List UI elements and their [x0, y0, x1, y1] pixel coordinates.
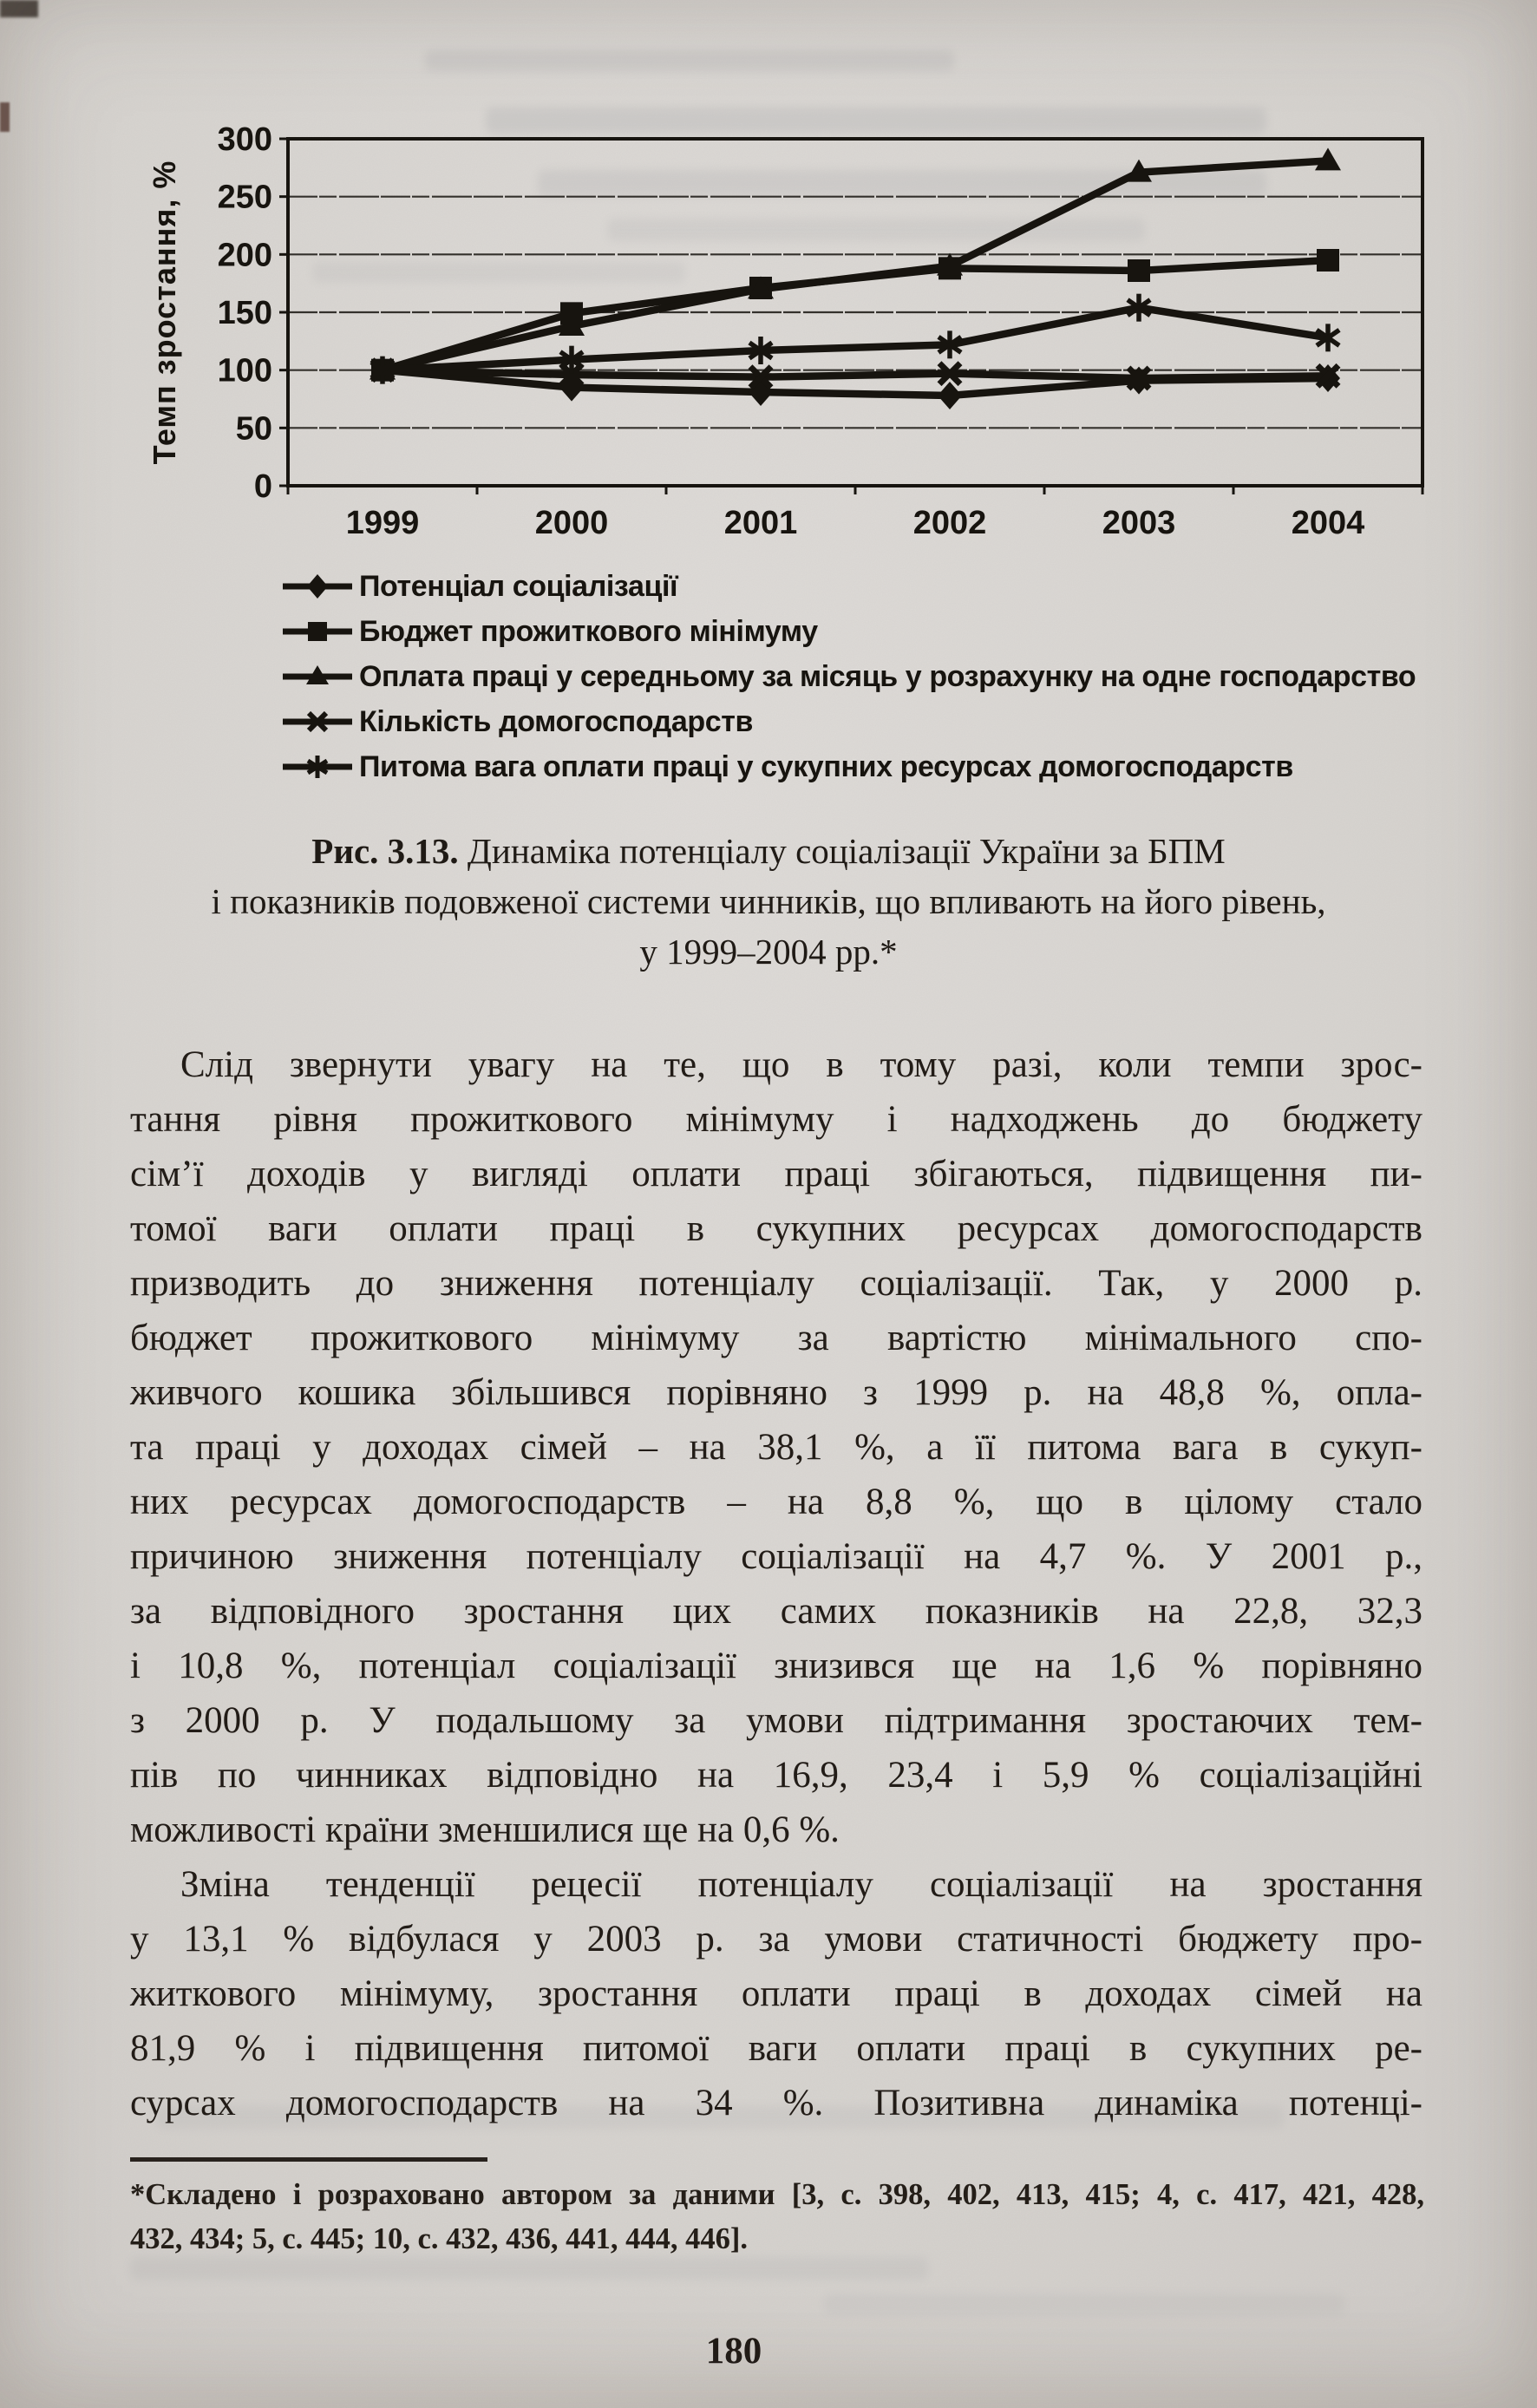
body-line: причиною зниження потенціалу соціалізації на 4,7 %. У 2001 р.,	[130, 1536, 1423, 1577]
legend-item	[279, 699, 1476, 744]
legend-item	[279, 654, 1476, 699]
body-line: сім’ї доходів у вигляді оплати праці збігаються, підвищення пи-	[130, 1154, 1423, 1194]
square-marker-icon	[279, 616, 356, 647]
asterisk-marker-icon	[279, 751, 356, 782]
svg-text:2003: 2003	[1102, 505, 1176, 541]
page-number: 180	[705, 2331, 762, 2372]
body-line: призводить до зниження потенціалу соціалізації. Так, у 2000 р.	[130, 1263, 1423, 1304]
body-line: житкового мінімуму, зростання оплати праці в доходах сімей на	[130, 1973, 1423, 2014]
caption-line-2: і показників подовженої системи чинників, що впливають на його рівень,	[211, 881, 1326, 921]
body-line: Зміна тенденції рецесії потенціалу соціалізації на зростання	[180, 1864, 1423, 1905]
bleed-through-artifact	[824, 2293, 1344, 2314]
body-line: бюджет прожиткового мінімуму за вартістю мінімального спо-	[130, 1318, 1423, 1358]
scan-edge-artifact	[0, 102, 10, 132]
caption-line-3: у 1999–2004 рр.*	[639, 932, 898, 972]
scan-edge-artifact	[0, 0, 38, 17]
paragraph	[130, 1857, 1423, 2130]
body-line: сурсах домогосподарств на 34 %. Позитивна динаміка потенці-	[130, 2083, 1423, 2123]
footnote-separator	[130, 2157, 487, 2162]
legend-item	[279, 744, 1476, 789]
body-line: пів по чинниках відповідно на 16,9, 23,4 і 5,9 % соціалізаційні	[130, 1755, 1423, 1796]
svg-text:2001: 2001	[723, 505, 798, 541]
body-line: томої ваги оплати праці в сукупних ресурсах домогосподарств	[130, 1208, 1423, 1249]
body-line: за відповідного зростання цих самих показників на 22,8, 32,3	[130, 1591, 1423, 1632]
svg-text:250: 250	[217, 179, 272, 216]
figure-number: Рис. 3.13.	[311, 831, 459, 871]
svg-text:1999: 1999	[345, 505, 420, 541]
svg-text:150: 150	[217, 295, 272, 331]
legend-label: Кількість домогосподарств	[359, 704, 753, 738]
footnote	[130, 2173, 1424, 2261]
legend-label: Бюджет прожиткового мінімуму	[359, 614, 818, 648]
svg-text:100: 100	[217, 352, 272, 389]
svg-text:50: 50	[235, 410, 272, 448]
svg-text:0: 0	[253, 468, 272, 505]
footnote-line: *Складено і розраховано автором за даними [3, с. 398, 402, 413, 415; 4, с. 417, 421, 428,	[130, 2178, 1424, 2211]
body-line: у 13,1 % відбулася у 2003 р. за умови статичності бюджету про-	[130, 1919, 1423, 1960]
bleed-through-artifact	[425, 50, 954, 71]
line-chart	[121, 100, 1475, 573]
body-line: з 2000 р. У подальшому за умови підтримання зростаючих тем-	[130, 1700, 1423, 1741]
body-line: Слід звернути увагу на те, що в тому разі, коли темпи зрос-	[180, 1044, 1423, 1085]
legend-label: Питома вага оплати праці у сукупних ресурсах домогосподарств	[359, 749, 1293, 783]
svg-text:Темп зростання, %: Темп зростання, %	[147, 160, 182, 465]
body-line: і 10,8 %, потенціал соціалізації знизився ще на 1,6 % порівняно	[130, 1646, 1423, 1686]
body-line: та праці у доходах сімей – на 38,1 %, а її питома вага в сукуп-	[130, 1427, 1423, 1468]
body-line: можливості країни зменшилися ще на 0,6 %.	[130, 1809, 840, 1850]
chart-legend	[279, 564, 1476, 789]
legend-item	[279, 609, 1476, 654]
svg-text:2000: 2000	[534, 505, 609, 541]
diamond-marker-icon	[279, 571, 356, 602]
body-line: 81,9 % і підвищення питомої ваги оплати праці в сукупних ре-	[130, 2028, 1423, 2069]
x-marker-icon	[279, 706, 356, 737]
svg-text:300: 300	[217, 121, 272, 158]
body-line: тання рівня прожиткового мінімуму і надходжень до бюджету	[130, 1099, 1423, 1140]
caption-text: Динаміка потенціалу соціалізації України за БПМ	[458, 831, 1226, 871]
body-line: живчого кошика збільшився порівняно з 1999 р. на 48,8 %, опла-	[130, 1372, 1423, 1413]
legend-label: Потенціал соціалізації	[359, 569, 678, 603]
figure-caption	[121, 826, 1416, 977]
body-line: них ресурсах домогосподарств – на 8,8 %, що в цілому стало	[130, 1482, 1423, 1522]
paragraph	[130, 1037, 1423, 1857]
footnote-line: 432, 434; 5, с. 445; 10, с. 432, 436, 441, 444, 446].	[130, 2222, 748, 2255]
svg-text:2002: 2002	[912, 505, 987, 541]
legend-label: Оплата праці у середньому за місяць у розрахунку на одне господарство	[359, 659, 1416, 693]
body-text	[130, 1037, 1423, 2130]
svg-text:200: 200	[217, 237, 272, 274]
legend-item	[279, 564, 1476, 609]
triangle-marker-icon	[279, 661, 356, 692]
svg-text:2004: 2004	[1291, 505, 1365, 541]
caption-line-1	[121, 826, 1416, 876]
